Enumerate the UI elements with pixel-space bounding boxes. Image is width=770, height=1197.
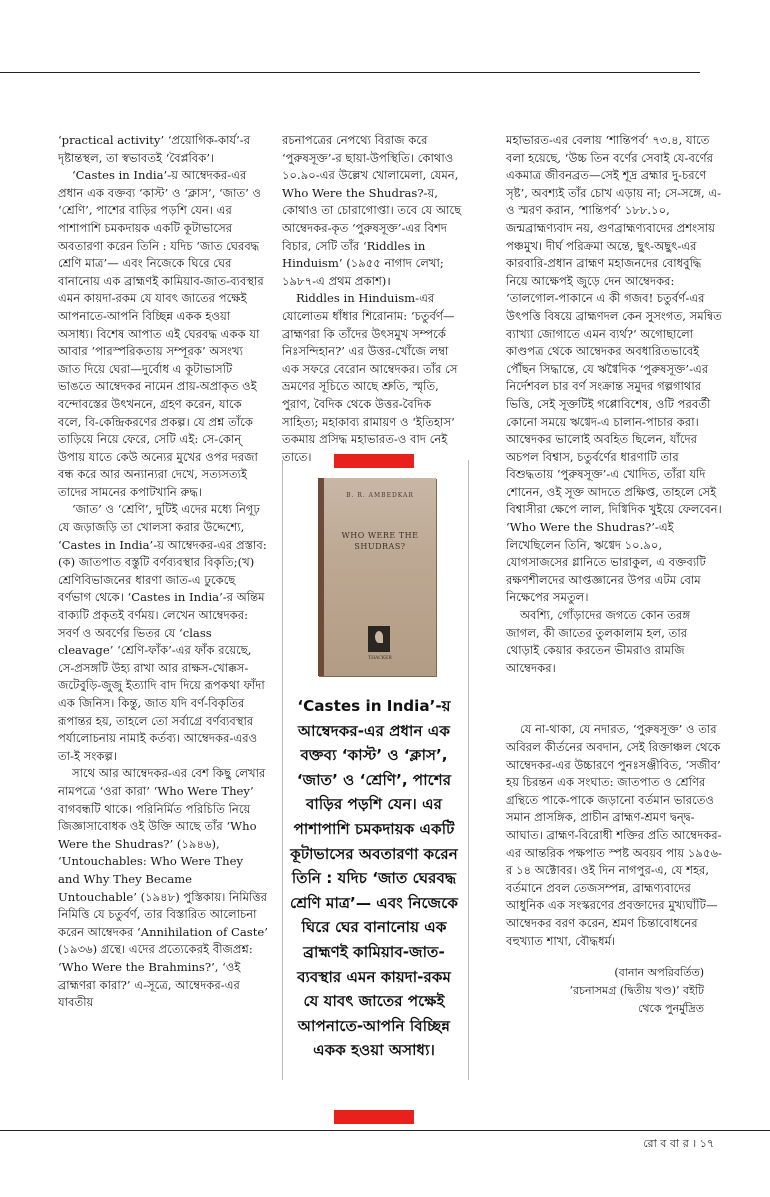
book-title: WHO WERE THE SHUDRAS? xyxy=(341,531,419,551)
book-cover-image xyxy=(318,478,436,676)
footer-rule xyxy=(0,1130,770,1131)
pull-quote: ‘Castes in India’-য় আম্বেদকর-এর প্রধান এক বক্তব্য ‘কাস্ট’ ও ‘ক্লাস’, ‘জাত’ ও ‘শ্রেণি’, পাশের বাড়ির পড়শি যেন। এর পাশাপাশি চমকদায়ক একটি কূটাভাসের অবতারণা করেন তিনি : যদিচ ‘জাত ঘেরবদ্ধ শ্রেণি মাত্র’— এবং নিজেকে ঘিরে ঘের বানানোয় এক ব্রাহ্মণই কামিয়াব-জাত-ব্যবস্থার এমন কায়দা-রকম যে যাবৎ জাতের পক্ষেই আপনাতে-আপনি বিচ্ছিন্ন একক হওয়া অসাধ্য। xyxy=(290,697,458,1060)
paragraph: ‘Castes in India’-য় আম্বেদকর-এর প্রধান এক বক্তব্য ‘কাস্ট’ ও ‘ক্লাস’, ‘জাত’ ও ‘শ্রেণি’, পাশের বাড়ির পড়শি যেন। এর পাশাপাশি চমকদায়ক একটি কূটাভাসের অবতারণা করেন তিনি : যদিচ ‘জাত ঘেরবদ্ধ শ্রেণি মাত্র’— এবং নিজেকে ঘিরে ঘের বানানোয় এক ব্রাহ্মণই কামিয়াব-জাত-ব্যবস্থার এমন কায়দা-রকম যে যাবৎ জাতের পক্ষেই আপনাতে-আপনি বিচ্ছিন্ন একক হওয়া অসাধ্য। বিশেষ আপাত এই ঘেরবদ্ধ একক যা আবার ‘পারস্পরিকতায় সম্পূরক’ অসংখ্য জাত দিয়ে ঘেরা—দুর্বোধ এ কূটাভাসটি ভাঙতে আম্বেদকর নামেন প্রায়-অপ্রাকৃত ওই বন্দোবস্তের উৎখননে, গ্রহণ করেন, যাকে বলে, বি-কেন্দ্রিকরণের প্রকল্প। যে প্রশ্ন তাঁকে তাড়িয়ে নিয়ে ফেরে, সেটি এই: সে-কোন্ উপায় যাতে কেউ অন্যের মুখের ওপর দরজা বন্ধ করে আর অন্যান্যরা দেখে, সত্যসত্যই তাদের সামনের কপাটখানি রুদ্ধ। xyxy=(58,168,264,499)
top-rule xyxy=(0,72,700,73)
source-note xyxy=(506,964,722,1018)
red-accent-bar-bottom xyxy=(334,1110,414,1124)
paragraph: যে না-থাকা, যে নদারত, ‘পুরুষসূক্ত’ ও তার অবিরল কীর্তনের অবদান, সেই রিক্তাঞ্চল থেকে আম্বেদকর-এর উচ্চারণে পুনঃসঞ্জীবিত, ‘সজীব’ হয় চিরন্তন এক সংঘাত: জাতপাত ও শ্রেণির গ্রন্থিতে পাকে-পাকে জড়ানো বর্তমান ভারতেও সমান প্রাসঙ্গিক, প্রাচীন ব্রাহ্মণ-শ্রমণ দ্বন্দ্ব-আঘাত। ব্রাহ্মণ-বিরোধী শক্তির প্রতি আম্বেদকর-এর আন্তরিক পক্ষপাত স্পষ্ট অবয়ব পায় ১৯৫৬-র ১৪ অক্টোবর। ওই দিন নাগপুর-এ, যে শহর, বর্তমানে প্রবল তেজসম্পন্ন, ব্রাহ্মণ্যবাদের আধুনিক এক সংস্করণের প্রবক্তাদের মুখ্যঘাঁটি—আম্বেদকর বরণ করেন, শ্রমণ চিন্তাবোধনের বহুখ্যাত শাখা, বৌদ্ধধর্ম। xyxy=(506,722,722,948)
source-note-line: (বানান অপরিবর্তিত) xyxy=(614,966,704,980)
red-accent-bar-top xyxy=(334,454,414,468)
paragraph: Riddles in Hinduism-এর যোলোতম ধাঁধার শিরোনাম: ‘চতুর্বর্ণ—ব্রাহ্মণরা কি তাঁদের উৎসমুখ সম্পর্কে নিঃসন্দিহান?’ এর উত্তর-খোঁজে লম্বা এক সফরে বেরোন আম্বেদকর। তাঁর সে ভ্রমণের সূচিতে আছে শ্রুতি, স্মৃতি, পুরাণ, বৈদিক থেকে উত্তর-বৈদিক সাহিত্য; মহাকাব্য রামায়ণ ও ‘ইতিহাস’ তকমায় প্রসিদ্ধ মহাভারত-ও বাদ নেই তাতে। xyxy=(282,291,458,464)
source-note-line: ‘রচনাসমগ্র (দ্বিতীয় খণ্ড)’ বইটি xyxy=(569,984,704,998)
paragraph: ‘practical activity’ ‘প্রয়োগিক-কার্য’-র দৃষ্টান্তস্থল, তা স্বভাবতই ‘বৈপ্লবিক’। xyxy=(58,133,251,165)
box-border-right xyxy=(468,460,469,1080)
book-publisher: THACKER xyxy=(368,656,392,661)
publisher-logo-icon xyxy=(368,626,390,652)
article-column-1 xyxy=(58,132,268,1077)
paragraph: সাথে আর আম্বেদকর-এর বেশ কিছু লেখার নামপত্রে ‘ওরা কারা’ ‘Who Were They’ বাগবন্ধটি থাকে। পরিনির্মিত পরিচিতি নিয়ে জিজ্ঞাসাবোধক ওই উক্তি আছে তাঁর ‘Who Were the Shudras?’ (১৯৪৬), ‘Untouchables: Who Were They and Why They Became Untouchable’ (১৯৪৮) পুস্তিকায়। নিমিত্তির নিমিত্তি যে চতুর্বর্ণ, তার বিস্তারিত আলোচনা করেন আম্বেদকর ‘Annihilation of Caste’ (১৯৩৬) গ্রন্থে। এদের প্রত্যেকেরই বীজপ্রশ্ন: ‘Who Were the Brahmins?’, ‘ওই ব্রাহ্মণরা কারা?’ এ-সূত্রে, আম্বেদকর-এর যাবতীয় xyxy=(58,766,268,1010)
paragraph: মহাভারত-এর বেলায় ‘শান্তিপর্ব’ ৭৩.৪, যাতে বলা হয়েছে, ‘উচ্চ তিন বর্ণের সেবাই যে-বর্ণের একমাত্র জীবনব্রত—সেই শূদ্র ব্রহ্মার দু-চরণে সৃষ্ট’, অবশ্যই তাঁর চোখ এড়ায় না; সে-সঙ্গে, এ-ও স্মরণ করান, ‘শান্তিপর্ব’ ১৮৮.১০, জন্মব্রাহ্মণ্যবাদ নয়, গুণব্রাহ্মণ্যবাদের প্রশংসায় পঞ্চমুখ। দীর্ঘ পরিক্রমা অন্তে, ছুৎ-অছুৎ-এর কারবারি-প্রধান ব্রাহ্মণ মহাজনদের বোধবুদ্ধি নিয়ে আক্ষেপই জুড়ে দেন আম্বেদকর: ‘তালগোল-পাকানে এ কী গজব! চতুর্বর্ণ-এর উৎপত্তি বিষয়ে ব্রাহ্মণদল কেন সুসংগত, সমন্বিত ব্যাখ্যা জোগাতে এমন ব্যর্থ?’ অগোছালো কাণ্ডপত্র থেকে আম্বেদকর অবধারিতভাবেই পৌঁছন সিদ্ধান্তে, যে ঋগ্বৈদিক ‘পুরুষসূক্ত’-এর নির্দেশবল চার বর্ণ সংক্রান্ত সমুদর গল্পগাথার ভিত্তি, সেই সূক্তটিই গপ্পোবিশেষ, ওটি পরবর্তী কোনো সময়ে ঋগ্বেদ-এ চালান-পাচার করা। আম্বেদকর ভালোই অবহিত ছিলেন, যাঁদের অচপল বিশ্বাস, চতুর্বর্ণের ধারণাটি তার বিশুদ্ধতায় ‘পুরুষসূক্ত’-এ খোদিত, তাঁরা যদি শোনেন, ওই সূক্ত আদতে প্রক্ষিপ্ত, তাহলে সেই বিশ্বাসীরা ক্ষেপে লাল, দিগ্বিদিক খুইয়ে ফেলবেন। ‘Who Were the Shudras?’-এই লিখেছিলেন তিনি, ঋগ্বেদ ১০.৯০, যোগসাজসের গ্লানিতে ভারাকুল, এ বক্তব্যটি রক্ষণশীলদের আপ্তজ্ঞানের উপর এটম বোম নিক্ষেপের সমতুল। xyxy=(506,133,722,605)
paragraph: ‘জাত’ ও ‘শ্রেণি’, দুটিই এদের মধ্যে নিগূঢ় যে জড়াজড়ি তা খোলসা করার উদ্দেশ্যে, ‘Castes in India’-য় আম্বেদকর-এর প্রস্তাব: (ক) জাতপাত বস্তুটি বর্ণব্যবস্থার বিকৃতি;(খ) শ্রেণিবিভাজনের ধারণা জাত-এ ঢুকেছে বর্ণভাগ থেকে। ‘Castes in India’-র অন্তিম বাক্যটি প্রকৃতই বর্ণময়। লেখেন আম্বেদকর: সবর্ণ ও অবর্ণের ভিতর যে ‘class cleavage’ ‘শ্রেণি-ফাঁক’-এর ফাঁক রয়েছে, সে-প্রসঙ্গটি উহ্য রাখা আর রাক্ষস-খোক্কস-জটেবুড়ি-জুজু ইত্যাদি বাদ দিয়ে রূপকথা ফাঁদা এক জিনিস। কিন্তু, জাত যদি বর্ণ-বিকৃতির রূপান্তর হয়, তাহলে তো সর্বাগ্রে বর্ণব্যবস্থার পর্যালোচনায় নামাই কর্তব্য। আম্বেদকর-এরও তা-ই সংকল্প। xyxy=(58,502,267,763)
page-footer: রো ব বা র । ১৭ xyxy=(643,1137,714,1150)
source-note-line: থেকে পুনর্মুদ্রিত xyxy=(637,1002,704,1016)
paragraph: অবশ্যি, গোঁড়াদের জগতে কোন তরঙ্গ জাগল, কী জাতের তুলকালাম হল, তার থোড়াই কেয়ার করতেন ভীমরাও রামজি আম্বেদকর। xyxy=(506,608,691,675)
article-column-3 xyxy=(506,132,722,1042)
paragraph: রচনাপত্রের নেপথ্যে বিরাজ করে ‘পুরুষসূক্ত’-র ছায়া-উপস্থিতি। কোথাও ১০.৯০-এর উল্লেখ খোলামেলা, যেমন, Who Were the Shudras?-য়, কোথাও তা চোরাগোপ্তা। তবে যে আছে আম্বেদকর-কৃত ‘পুরুষসূক্ত’-এর বিশদ বিচার, সেটি তাঁর ‘Riddles in Hinduism’ (১৯৫৫ নাগাদ লেখা; ১৯৮৭-এ প্রথম প্রকাশ)। xyxy=(282,133,462,288)
book-author: B. R. AMBEDKAR xyxy=(346,492,414,499)
article-column-2 xyxy=(282,132,468,464)
box-border-left xyxy=(282,460,283,1080)
